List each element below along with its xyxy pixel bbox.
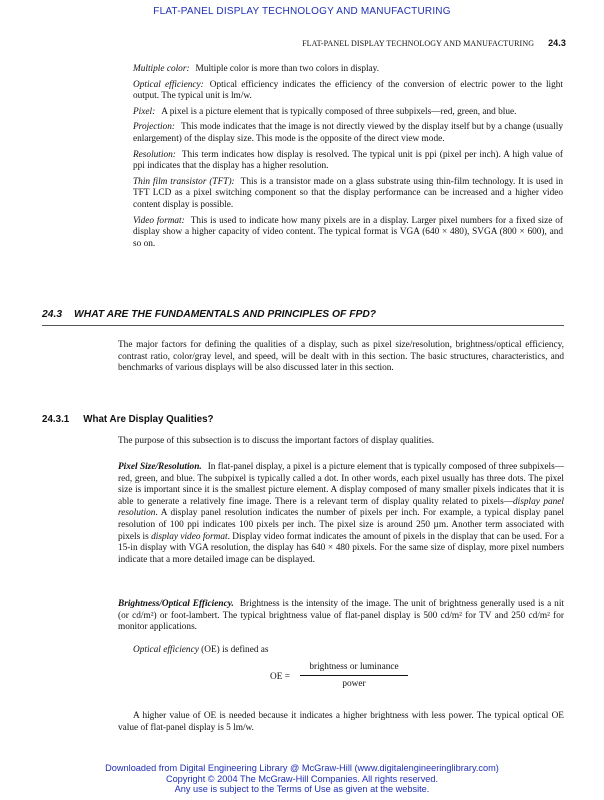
definition-text: This is a transistor made on a glass substrate using thin-film technology. It is used in TFT LCD as a pixel switching component so that the display performance can be increased and a higher video content display is possible. bbox=[133, 176, 563, 210]
definition-item bbox=[133, 64, 563, 76]
section-number: 24.3 bbox=[42, 309, 63, 320]
formula-fraction bbox=[300, 662, 408, 689]
display-panel-resolution-term: display panel resolution bbox=[118, 496, 564, 519]
footer-terms-line: Any use is subject to the Terms of Use as given at the website. bbox=[174, 784, 430, 794]
optical-efficiency-term: Optical efficiency bbox=[133, 645, 199, 655]
formula-denominator: power bbox=[342, 679, 366, 689]
running-head bbox=[302, 38, 566, 48]
definition-term: Resolution: bbox=[133, 149, 176, 160]
pixel-size-runin-head: Pixel Size/Resolution. bbox=[118, 462, 202, 472]
brightness-text: Brightness is the intensity of the image. The unit of brightness generally used is a nit (or cd/m²) or foot-lambert. The typical brightness value of flat-panel display is 500 cd/m² for TV and 250 cd/m² for monitor applications. bbox=[118, 599, 564, 633]
definition-term: Video format: bbox=[133, 215, 185, 226]
definition-term: Optical efficiency: bbox=[133, 79, 204, 90]
pixel-text-1: In flat-panel display, a pixel is a picture element that is typically composed of three subpixels—red, green, and blue. The subpixel is typically called a dot. In other words, each pixel usually has three dots. The pixel size is important since it is the smallest picture element. A display composed of many smaller pixels indicates that it is able to generate a relatively fine image. There is a relevant term of display quality related to pixels— bbox=[118, 462, 564, 507]
definition-term: Pixel: bbox=[133, 106, 156, 117]
footer-notice bbox=[0, 763, 604, 795]
top-banner-title: FLAT-PANEL DISPLAY TECHNOLOGY AND MANUFACTURING bbox=[153, 6, 451, 17]
definition-item bbox=[133, 150, 563, 173]
definition-item bbox=[133, 177, 563, 212]
section-heading bbox=[42, 309, 564, 326]
definition-text: A pixel is a picture element that is typically composed of three subpixels—red, green, and blue. bbox=[161, 106, 517, 117]
formula-lhs: OE = bbox=[270, 672, 290, 682]
section-title: WHAT ARE THE FUNDAMENTALS AND PRINCIPLES OF FPD? bbox=[74, 309, 377, 320]
definition-item bbox=[133, 122, 563, 145]
definition-text: Optical efficiency indicates the efficiency of the conversion of electric power to the light output. The typical unit is lm/w. bbox=[133, 79, 564, 102]
definition-text: This term indicates how display is resolved. The typical unit is ppi (pixel per inch). A high value of ppi indicates that the display has a higher resolution. bbox=[133, 149, 563, 172]
optical-efficiency-rest: (OE) is defined as bbox=[201, 645, 269, 655]
brightness-paragraph bbox=[118, 599, 564, 634]
definition-term: Projection: bbox=[133, 122, 175, 133]
purpose-paragraph: The purpose of this subsection is to discuss the important factors of display qualities. bbox=[118, 436, 435, 446]
formula-numerator: brightness or luminance bbox=[300, 662, 408, 676]
definition-item bbox=[133, 80, 563, 103]
footer-download-line: Downloaded from Digital Engineering Library @ McGraw-Hill (www.digitalengineeringlibrary.com) bbox=[105, 763, 499, 773]
brightness-runin-head: Brightness/Optical Efficiency. bbox=[118, 599, 234, 609]
running-head-title: FLAT-PANEL DISPLAY TECHNOLOGY AND MANUFACTURING bbox=[302, 39, 535, 48]
definition-text: Multiple color is more than two colors in display. bbox=[195, 64, 380, 74]
definition-term: Multiple color: bbox=[133, 64, 190, 74]
page-number: 24.3 bbox=[548, 38, 566, 48]
definitions-list bbox=[133, 64, 563, 254]
definition-item bbox=[133, 107, 563, 119]
definition-item bbox=[133, 216, 563, 251]
display-video-format-term: display video format bbox=[151, 531, 228, 542]
pixel-text-3: . Display video format indicates the amount of pixels in the display that can be used. For a 15-in display with VGA resolution, the display has 640 × 480 pixels. For the same size of display, more pixel numbers indicate that a more detailed image can be displayed. bbox=[118, 531, 565, 565]
definition-text: This is used to indicate how many pixels are in a display. Larger pixel numbers for a fixed size of display show a higher capacity of video content. The typical format is VGA (640 × 480), SVGA (800 × 600), and so on. bbox=[133, 215, 563, 249]
pixel-size-paragraph bbox=[118, 462, 564, 566]
definition-text: This mode indicates that the image is not directly viewed by the display itself but by a change (usually enlargement) of the display size. This mode is the opposite of the direct view mode. bbox=[133, 122, 563, 144]
subsection-title: What Are Display Qualities? bbox=[83, 414, 214, 425]
closing-paragraph: A higher value of OE is needed because it indicates a higher brightness with less power. The typical optical OE value of flat-panel display is 5 lm/w. bbox=[118, 711, 564, 733]
subsection-heading bbox=[42, 414, 214, 425]
pixel-text-2: . A display panel resolution indicates the number of pixels per inch. For example, a typical display panel resolution of 100 ppi indicates 100 pixels per inch. The pixel size is around 250 µm. Another term associated with pixels is bbox=[118, 508, 564, 542]
intro-paragraph: The major factors for defining the qualities of a display, such as pixel size/resolution, brightness/optical efficiency, contrast ratio, color/gray level, and speed, will be dealt with in this section. The basic structures, characteristics, and benchmarks of various displays will be also discussed later in this section. bbox=[118, 340, 564, 374]
definition-term: Thin film transistor (TFT): bbox=[133, 176, 235, 187]
footer-copyright-line: Copyright © 2004 The McGraw-Hill Companies. All rights reserved. bbox=[165, 773, 439, 784]
optical-efficiency-definition bbox=[133, 645, 269, 655]
subsection-number: 24.3.1 bbox=[42, 414, 70, 425]
